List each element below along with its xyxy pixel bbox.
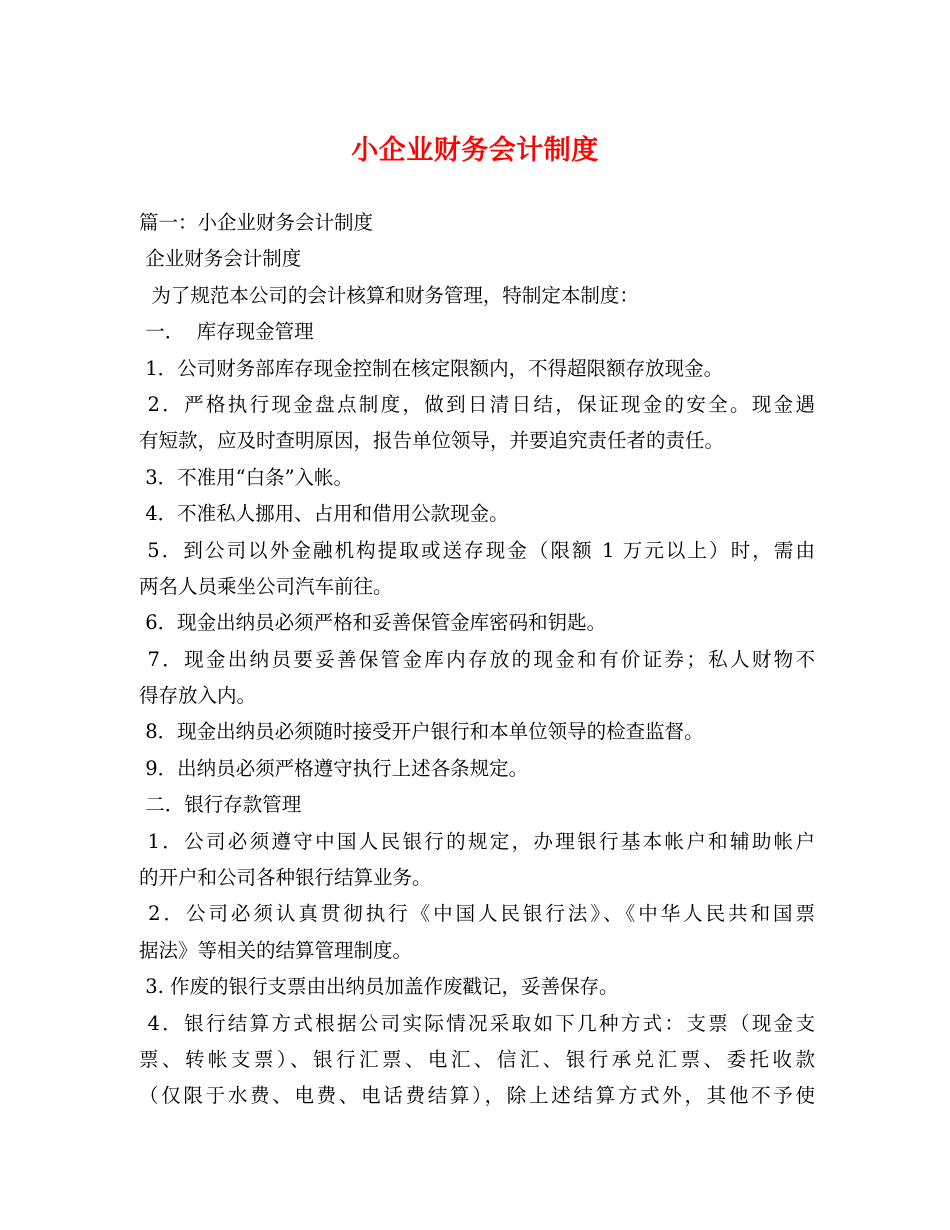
paragraph-line: （仅限于水费、电费、电话费结算），除上述结算方式外，其他不予使 — [139, 1084, 815, 1108]
paragraph-line: 8．现金出纳员必须随时接受开户银行和本单位领导的检查监督。 — [139, 720, 704, 744]
paragraph-line: 4．不准私人挪用、占用和借用公款现金。 — [139, 502, 509, 526]
paragraph-line: 票、转帐支票）、银行汇票、电汇、信汇、银行承兑汇票、委托收款 — [139, 1047, 815, 1071]
chapter-heading-bank: 二．银行存款管理 — [139, 793, 302, 817]
paragraph-line: 1．公司必须遵守中国人民银行的规定，办理银行基本帐户和辅助帐户 — [139, 829, 815, 853]
paragraph-line: 有短款，应及时查明原因，报告单位领导，并要追究责任者的责任。 — [139, 429, 725, 453]
document-title: 小企业财务会计制度 — [351, 135, 599, 166]
paragraph-line: 5．到公司以外金融机构提取或送存现金（限额 1 万元以上）时，需由 — [139, 538, 815, 562]
paragraph-line: 7．现金出纳员要妥善保管金库内存放的现金和有价证券；私人财物不 — [139, 647, 815, 671]
chapter-heading-cash: 一． 库存现金管理 — [139, 320, 314, 344]
paragraph-line: 2．严格执行现金盘点制度，做到日清日结，保证现金的安全。现金遇 — [139, 392, 815, 416]
paragraph-line: 4．银行结算方式根据公司实际情况采取如下几种方式：支票（现金支 — [139, 1011, 815, 1035]
subtitle: 企业财务会计制度 — [139, 247, 302, 271]
paragraph-line: 得存放入内。 — [139, 684, 257, 708]
paragraph-line: 3. 作废的银行支票由出纳员加盖作废戳记，妥善保存。 — [139, 975, 619, 999]
paragraph-line: 6．现金出纳员必须严格和妥善保管金库密码和钥匙。 — [139, 611, 607, 635]
document-body — [139, 205, 815, 1115]
paragraph-line: 2．公司必须认真贯彻执行《中国人民银行法》、《中华人民共和国票 — [139, 902, 815, 926]
paragraph-line: 的开户和公司各种银行结算业务。 — [139, 866, 432, 890]
section-heading: 篇一：小企业财务会计制度 — [139, 211, 374, 234]
paragraph-line: 据法》等相关的结算管理制度。 — [139, 938, 413, 962]
paragraph-line: 9．出纳员必须严格遵守执行上述各条规定。 — [139, 756, 529, 780]
intro-paragraph: 为了规范本公司的会计核算和财务管理，特制定本制度： — [139, 283, 639, 307]
paragraph-line: 两名人员乘坐公司汽车前往。 — [139, 574, 393, 598]
paragraph-line: 1．公司财务部库存现金控制在核定限额内，不得超限额存放现金。 — [139, 356, 724, 380]
paragraph-line: 3．不准用“白条”入帐。 — [139, 465, 354, 489]
